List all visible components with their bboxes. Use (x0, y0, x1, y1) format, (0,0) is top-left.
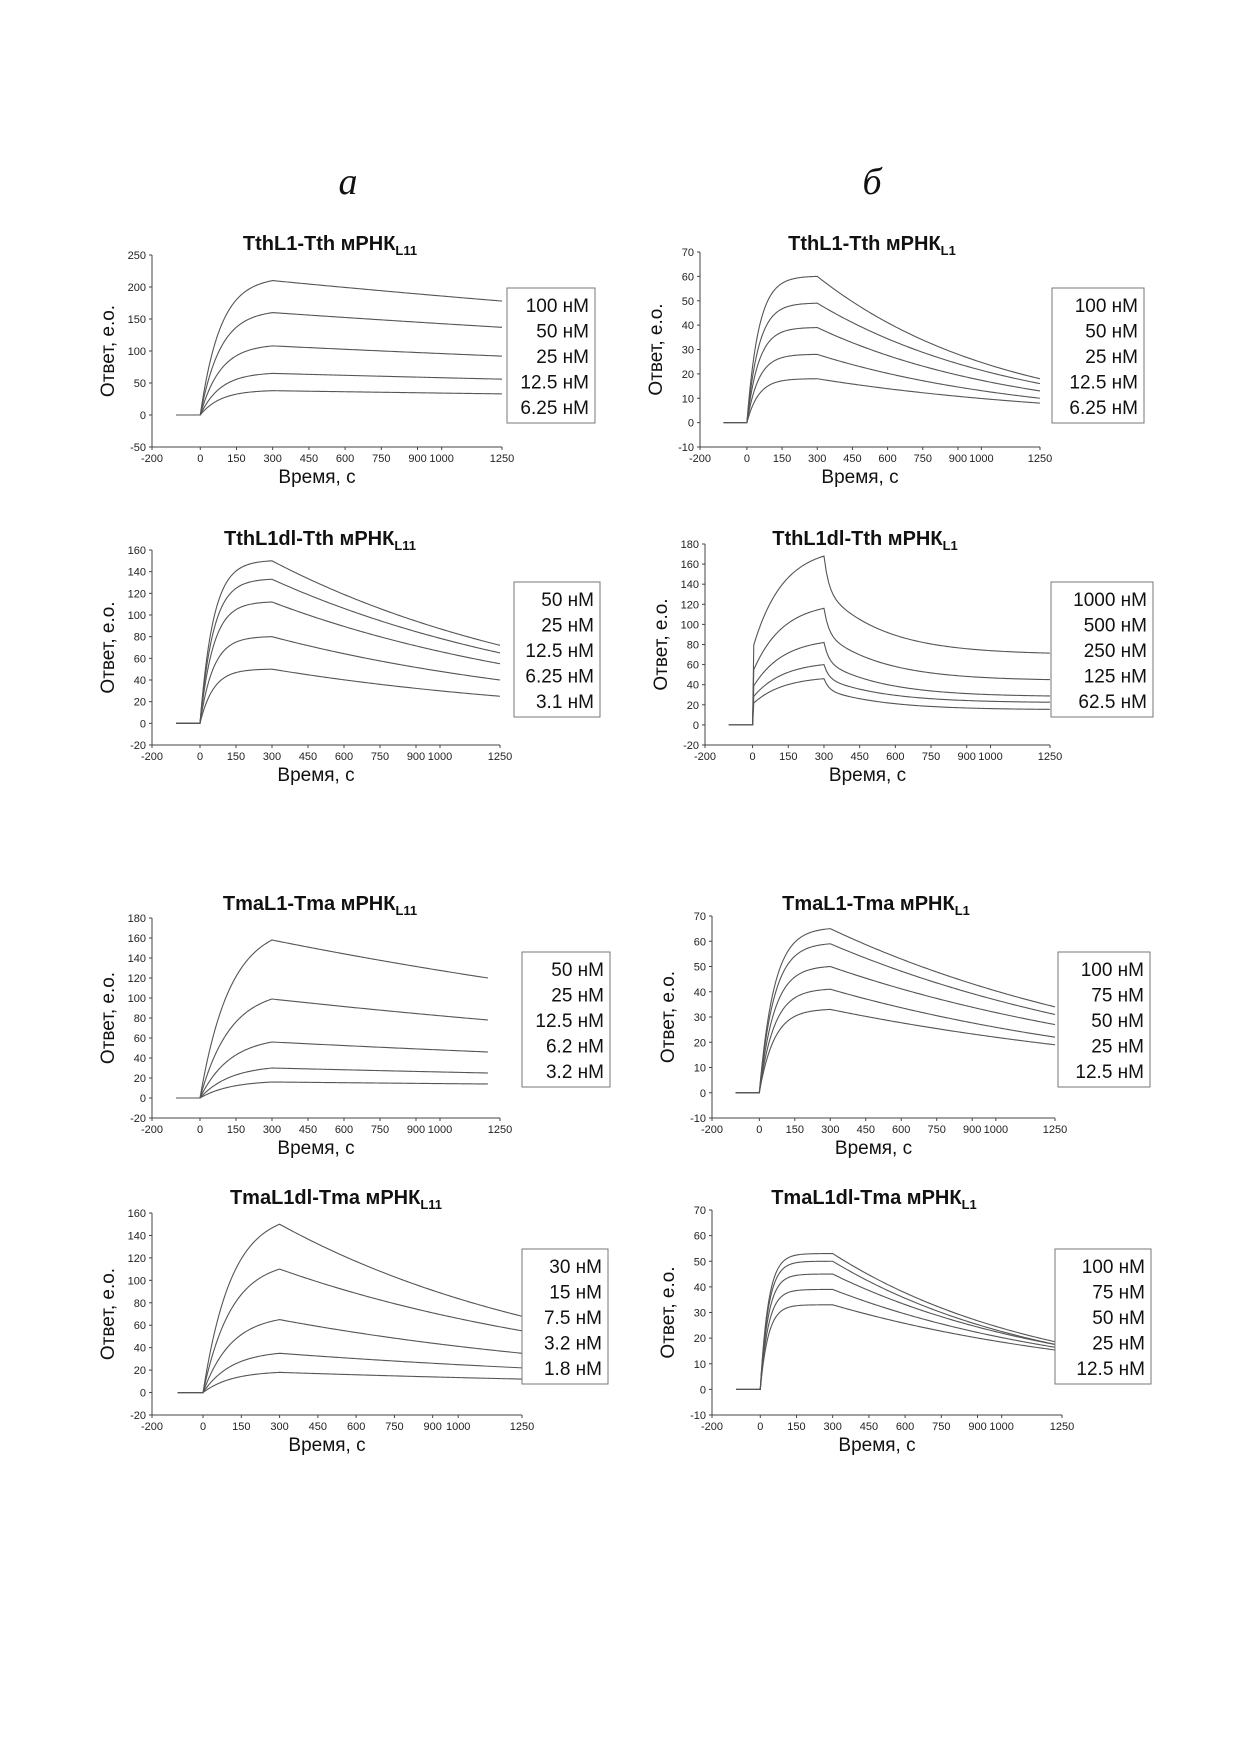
legend-entry: 3.2 нМ (545, 1062, 604, 1083)
x-tick-label: -200 (140, 1124, 164, 1136)
x-tick-label: 0 (743, 453, 750, 465)
legend-entry: 100 нМ (1080, 960, 1144, 981)
chart-title-subscript: L1 (961, 1197, 977, 1212)
y-tick-label: 150 (127, 314, 146, 326)
legend-entry: 3.1 нМ (535, 692, 594, 713)
x-tick-label: 750 (913, 453, 932, 465)
y-tick-label: -20 (683, 740, 699, 752)
y-tick-label: 0 (139, 1093, 146, 1105)
x-tick-label: 450 (298, 1124, 318, 1136)
legend-entry: 12.5 нМ (1069, 372, 1138, 394)
y-tick-label: 70 (681, 247, 694, 259)
y-tick-label: 70 (693, 1205, 706, 1217)
series-line-1 (723, 276, 1040, 422)
legend-entry: 12.5 нМ (1076, 1359, 1145, 1380)
y-tick-label: 80 (133, 631, 146, 644)
legend-entry: 75 нМ (1091, 985, 1144, 1007)
y-tick-label: 100 (127, 1275, 146, 1288)
series-line-2 (176, 313, 502, 415)
legend-entry: 50 нМ (536, 321, 589, 343)
series-line-3 (178, 1320, 522, 1393)
series-line-5 (736, 1009, 1055, 1092)
x-tick-label: 1000 (978, 751, 1003, 763)
series-line-4 (176, 373, 502, 415)
y-tick-label: 30 (693, 1307, 706, 1320)
legend-entry: 6.25 нМ (520, 398, 589, 419)
series-line-4 (176, 637, 500, 724)
y-tick-label: 60 (133, 1033, 146, 1045)
x-tick-label: -200 (700, 1421, 724, 1433)
y-tick-label: 0 (692, 719, 699, 732)
chart-title-subscript: L1 (942, 538, 958, 553)
y-tick-label: 50 (681, 295, 694, 308)
chart-title: TmaL1dl-Tma мРНК$_{L11}$ (229, 1187, 443, 1212)
y-tick-label: -20 (130, 1113, 146, 1125)
chart-panel-6 (658, 893, 1150, 1159)
y-tick-label: 80 (686, 639, 699, 652)
series-line-1 (736, 1254, 1062, 1390)
x-tick-label: 150 (226, 751, 246, 763)
legend-entry: 6.25 нМ (525, 666, 594, 688)
x-tick-label: 900 (408, 453, 427, 465)
chart-title: TthL1-Tth мРНК$_{L11}$ (242, 233, 418, 258)
chart-panel-1 (98, 233, 595, 488)
x-tick-label: 150 (779, 751, 798, 763)
legend-entry: 6.25 нМ (1069, 398, 1138, 419)
y-axis-label: Ответ, е.о. (651, 598, 672, 691)
series-line-1 (176, 281, 502, 415)
x-tick-label: 1250 (1027, 453, 1053, 465)
x-tick-label: -200 (693, 751, 717, 763)
series-line-1 (176, 940, 488, 1098)
y-tick-label: -10 (690, 1113, 706, 1125)
chart-title-subscript: L1 (954, 903, 970, 918)
series-line-5 (176, 669, 500, 723)
y-tick-label: 20 (686, 699, 699, 712)
x-tick-label: 750 (921, 751, 941, 763)
series-line-2 (178, 1269, 522, 1392)
chart-title-subscript: L11 (420, 1197, 443, 1212)
legend-entry: 500 нМ (1083, 615, 1147, 637)
y-tick-label: 10 (693, 1062, 706, 1075)
x-tick-label: 1000 (989, 1421, 1014, 1433)
legend-entry: 6.2 нМ (545, 1036, 604, 1058)
y-tick-label: 100 (680, 619, 699, 632)
legend-entry: 30 нМ (549, 1257, 602, 1278)
y-tick-label: 180 (680, 539, 699, 551)
x-tick-label: 1000 (983, 1124, 1009, 1136)
chart-panel-5 (98, 893, 610, 1159)
y-tick-label: 0 (687, 417, 694, 430)
x-tick-label: 300 (823, 1421, 842, 1433)
legend-entry: 100 нМ (1074, 296, 1138, 317)
x-tick-label: 1250 (1037, 751, 1063, 763)
x-axis-label: Время, с (834, 1138, 913, 1159)
y-tick-label: 140 (127, 1230, 146, 1243)
x-tick-label: 750 (927, 1124, 946, 1136)
x-tick-label: 300 (270, 1421, 289, 1433)
y-tick-label: 250 (127, 250, 146, 262)
x-tick-label: 150 (226, 1124, 246, 1136)
y-tick-label: 100 (127, 346, 146, 358)
y-axis-label: Ответ, е.о. (98, 601, 119, 694)
x-tick-label: 900 (406, 751, 426, 763)
y-tick-label: 200 (127, 282, 146, 294)
x-axis-label: Время, с (838, 1435, 916, 1456)
x-tick-label: 450 (843, 453, 862, 465)
series-line-3 (176, 602, 500, 723)
y-tick-label: 40 (681, 320, 694, 333)
y-tick-label: 60 (133, 653, 146, 666)
x-tick-label: 0 (757, 1421, 764, 1433)
x-tick-label: 1000 (445, 1421, 471, 1433)
series-line-5 (178, 1372, 522, 1392)
x-tick-label: -200 (140, 1421, 164, 1433)
y-tick-label: 100 (127, 610, 146, 622)
x-tick-label: 900 (948, 453, 968, 465)
x-tick-label: 600 (892, 1124, 911, 1136)
x-tick-label: 450 (308, 1421, 328, 1433)
x-tick-label: 1250 (509, 1421, 535, 1433)
y-tick-label: 40 (133, 1053, 146, 1065)
x-tick-label: 750 (385, 1421, 404, 1433)
column-label-b: б (862, 161, 882, 203)
legend-entry: 100 нМ (525, 296, 589, 317)
y-tick-label: 80 (133, 1013, 146, 1025)
series-line-4 (736, 989, 1055, 1093)
y-tick-label: 120 (127, 973, 146, 985)
y-axis-label: Ответ, е.о. (646, 303, 667, 396)
chart-title-subscript: L11 (394, 538, 416, 553)
y-tick-label: 120 (127, 588, 146, 601)
x-tick-label: 300 (262, 1124, 282, 1136)
x-tick-label: -200 (700, 1124, 724, 1136)
y-tick-label: 160 (127, 1208, 146, 1220)
legend-entry: 3.2 нМ (543, 1333, 602, 1355)
x-tick-label: 0 (196, 751, 204, 763)
x-tick-label: 750 (370, 1124, 390, 1136)
y-tick-label: 40 (133, 1342, 146, 1355)
x-axis-label: Время, с (828, 765, 907, 786)
chart-panel-2 (646, 233, 1144, 488)
y-tick-label: 80 (133, 1297, 146, 1310)
x-tick-label: -200 (140, 751, 164, 763)
x-tick-label: 300 (263, 453, 282, 465)
series-line-2 (736, 944, 1055, 1093)
y-tick-label: 0 (699, 1384, 706, 1397)
y-tick-label: -10 (678, 442, 694, 454)
y-tick-label: 140 (680, 579, 699, 592)
y-tick-label: -10 (690, 1410, 706, 1422)
y-tick-label: 20 (133, 1365, 146, 1378)
y-tick-label: 10 (693, 1358, 706, 1371)
y-tick-label: 100 (127, 993, 146, 1005)
series-line-4 (178, 1353, 522, 1392)
chart-title: TthL1dl-Tth мРНК$_{L1}$ (772, 528, 958, 553)
x-axis-label: Время, с (288, 1435, 366, 1456)
y-tick-label: 60 (133, 1320, 146, 1333)
x-tick-label: 150 (785, 1124, 804, 1136)
y-tick-label: 50 (133, 378, 146, 390)
y-tick-label: 60 (686, 659, 699, 672)
x-tick-label: 1250 (1049, 1421, 1075, 1433)
y-tick-label: 0 (699, 1087, 706, 1100)
x-tick-label: 1250 (487, 751, 513, 763)
series-line-5 (176, 1082, 488, 1098)
legend-entry: 15 нМ (549, 1282, 602, 1304)
series-line-5 (176, 391, 502, 415)
x-tick-label: 450 (850, 751, 869, 763)
x-tick-label: 1250 (489, 453, 515, 465)
x-tick-label: 0 (749, 751, 756, 763)
legend-entry: 1000 нМ (1073, 590, 1147, 611)
y-tick-label: 0 (139, 718, 146, 731)
legend-entry: 1.8 нМ (543, 1359, 602, 1380)
legend-entry: 250 нМ (1083, 641, 1147, 662)
y-tick-label: 160 (680, 559, 699, 572)
x-tick-label: 600 (334, 751, 354, 763)
x-tick-label: 150 (227, 453, 246, 465)
y-tick-label: 30 (681, 344, 694, 357)
series-line-3 (176, 346, 502, 415)
x-tick-label: 300 (821, 1124, 840, 1136)
y-tick-label: 20 (693, 1333, 706, 1346)
y-tick-label: 20 (681, 368, 694, 381)
y-tick-label: 40 (693, 986, 706, 999)
chart-title: TthL1dl-Tth мРНК$_{L11}$ (224, 528, 416, 553)
y-tick-label: 10 (681, 393, 694, 406)
x-tick-label: 1000 (427, 751, 453, 763)
chart-title: TmaL1-Tma мРНК$_{L11}$ (222, 893, 418, 918)
y-axis-label: Ответ, е.о. (658, 1266, 679, 1359)
x-tick-label: 450 (859, 1421, 879, 1433)
x-tick-label: 900 (423, 1421, 442, 1433)
x-tick-label: 1000 (969, 453, 994, 465)
y-tick-label: 40 (693, 1281, 706, 1294)
y-tick-label: 120 (127, 1252, 146, 1265)
y-tick-label: 0 (139, 1387, 146, 1400)
chart-title-subscript: L1 (940, 243, 956, 258)
series-line-2 (176, 579, 500, 723)
x-tick-label: 0 (197, 453, 204, 465)
x-axis-label: Время, с (277, 765, 355, 786)
chart-panel-4 (651, 528, 1153, 786)
y-tick-label: -20 (130, 740, 146, 752)
x-tick-label: 450 (299, 453, 319, 465)
y-tick-label: 140 (127, 566, 146, 579)
y-tick-label: 60 (693, 1230, 706, 1243)
series-line-4 (723, 354, 1040, 422)
x-tick-label: 450 (298, 751, 318, 763)
x-tick-label: 150 (232, 1421, 251, 1433)
legend-entry: 125 нМ (1083, 666, 1147, 688)
legend-entry: 50 нМ (1092, 1308, 1145, 1329)
y-tick-label: 20 (133, 1073, 146, 1085)
x-tick-label: 600 (895, 1421, 915, 1433)
y-tick-label: 20 (693, 1037, 706, 1050)
chart-panel-3 (98, 528, 600, 786)
series-line-5 (723, 379, 1040, 423)
series-line-3 (729, 642, 1050, 724)
x-tick-label: 300 (808, 453, 827, 465)
y-tick-label: 50 (693, 1256, 706, 1269)
x-tick-label: 1250 (487, 1124, 513, 1136)
x-tick-label: 600 (878, 453, 897, 465)
y-tick-label: -50 (130, 442, 146, 454)
y-tick-label: 160 (127, 933, 146, 945)
y-axis-label: Ответ, е.о. (98, 304, 119, 398)
legend-entry: 100 нМ (1081, 1257, 1145, 1278)
chart-title: TthL1-Tth мРНК$_{L1}$ (788, 233, 956, 258)
x-tick-label: -200 (140, 453, 164, 465)
series-line-1 (736, 929, 1055, 1093)
x-tick-label: 900 (957, 751, 976, 763)
y-tick-label: 120 (680, 599, 699, 612)
y-tick-label: -20 (130, 1410, 146, 1422)
legend-entry: 75 нМ (1092, 1282, 1145, 1304)
legend-entry: 12.5 нМ (1075, 1062, 1144, 1083)
y-tick-label: 50 (693, 961, 706, 974)
x-tick-label: 900 (963, 1124, 982, 1136)
chart-title: TmaL1-Tma мРНК$_{L1}$ (782, 893, 970, 918)
x-tick-label: 750 (370, 751, 390, 763)
legend-entry: 25 нМ (1085, 347, 1138, 368)
series-line-2 (729, 608, 1050, 725)
legend-entry: 62.5 нМ (1078, 692, 1147, 713)
x-tick-label: 0 (756, 1124, 763, 1136)
x-tick-label: 150 (772, 453, 792, 465)
series-line-5 (736, 1305, 1062, 1390)
x-tick-label: 600 (334, 1124, 354, 1136)
x-tick-label: 600 (346, 1421, 366, 1433)
x-tick-label: 750 (372, 453, 391, 465)
legend-entry: 7.5 нМ (543, 1308, 602, 1329)
column-label-a: а (338, 161, 358, 203)
x-axis-label: Время, с (821, 467, 899, 488)
series-line-2 (736, 1261, 1062, 1389)
legend-entry: 50 нМ (541, 590, 594, 611)
series-line-4 (736, 1289, 1062, 1389)
series-line-1 (176, 561, 500, 724)
chart-title: TmaL1dl-Tma мРНК$_{L1}$ (771, 1187, 977, 1212)
y-tick-label: 180 (127, 913, 146, 925)
y-tick-label: 30 (693, 1012, 706, 1024)
legend-entry: 50 нМ (1085, 321, 1138, 343)
y-tick-label: 0 (139, 410, 146, 422)
legend-entry: 50 нМ (1091, 1011, 1144, 1032)
y-tick-label: 140 (127, 953, 146, 965)
y-tick-label: 40 (133, 675, 146, 687)
x-tick-label: 0 (196, 1124, 204, 1136)
y-tick-label: 60 (693, 936, 706, 949)
legend-entry: 12.5 нМ (535, 1011, 604, 1032)
series-line-3 (723, 328, 1040, 423)
legend-entry: 25 нМ (536, 347, 589, 368)
x-tick-label: 1000 (429, 453, 454, 465)
chart-panel-7 (98, 1187, 608, 1456)
x-tick-label: 300 (262, 751, 282, 763)
x-tick-label: 0 (199, 1421, 207, 1433)
chart-panel-8 (658, 1187, 1151, 1456)
series-line-1 (729, 556, 1050, 725)
x-tick-label: 450 (856, 1124, 875, 1136)
legend-entry: 25 нМ (541, 615, 594, 637)
x-tick-label: 900 (968, 1421, 987, 1433)
y-tick-label: 40 (686, 679, 699, 692)
y-axis-label: Ответ, е.о. (98, 971, 119, 1065)
chart-title-subscript: L11 (395, 243, 418, 258)
legend-entry: 50 нМ (551, 960, 604, 981)
x-tick-label: 1250 (1042, 1124, 1068, 1136)
x-tick-label: 1000 (427, 1124, 453, 1136)
legend-entry: 25 нМ (1091, 1036, 1144, 1058)
y-tick-label: 20 (133, 696, 146, 709)
x-tick-label: 300 (814, 751, 834, 763)
legend-entry: 25 нМ (551, 985, 604, 1007)
x-tick-label: 900 (406, 1124, 426, 1136)
legend-entry: 12.5 нМ (525, 641, 594, 662)
chart-title-subscript: L11 (395, 903, 418, 918)
x-tick-label: 600 (886, 751, 905, 763)
legend-entry: 25 нМ (1092, 1333, 1145, 1355)
y-tick-label: 70 (693, 911, 706, 923)
y-axis-label: Ответ, е.о. (658, 970, 679, 1064)
y-axis-label: Ответ, е.о. (98, 1267, 119, 1361)
x-axis-label: Время, с (278, 467, 356, 488)
x-tick-label: 600 (335, 453, 355, 465)
y-tick-label: 60 (681, 271, 694, 284)
x-tick-label: 150 (787, 1421, 806, 1433)
x-tick-label: -200 (688, 453, 712, 465)
x-axis-label: Время, с (277, 1138, 355, 1159)
x-tick-label: 750 (932, 1421, 951, 1433)
legend-entry: 12.5 нМ (520, 372, 589, 394)
y-tick-label: 160 (127, 545, 146, 557)
